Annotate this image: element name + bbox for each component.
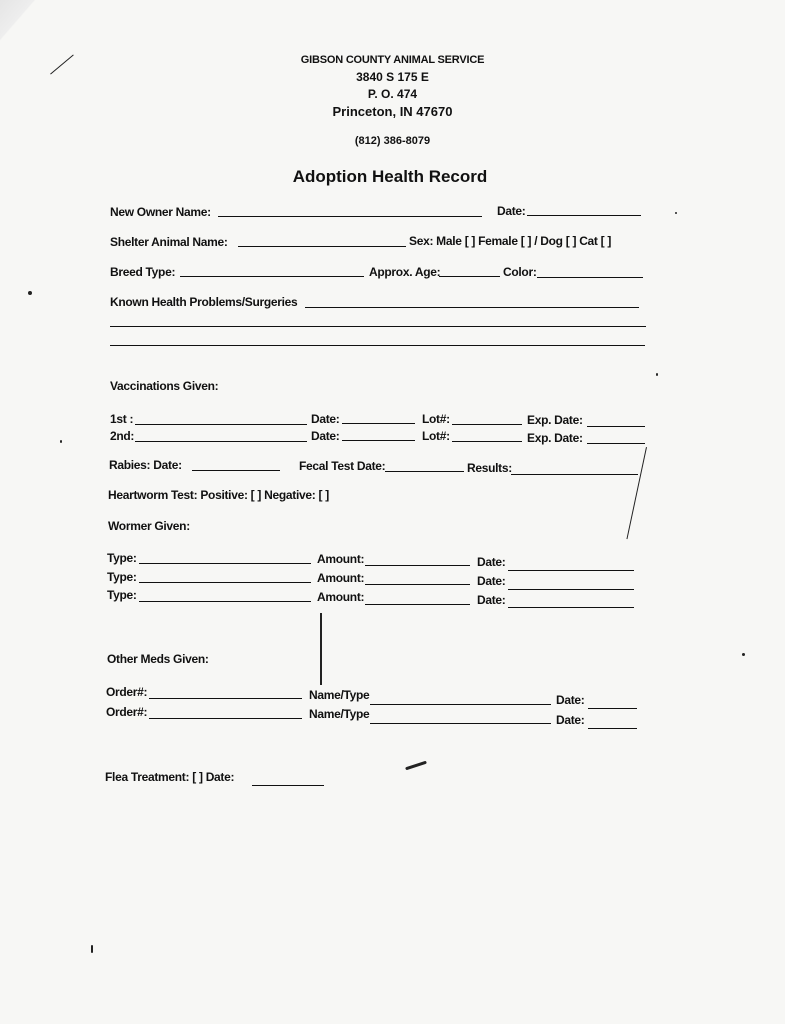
approx-age-label: Approx. Age: — [369, 265, 441, 279]
address-line-1: 3840 S 175 E — [356, 70, 429, 84]
other-meds-date-1-field[interactable] — [588, 708, 637, 709]
health-problems-line-1[interactable] — [305, 307, 639, 308]
other-meds-date-2-field[interactable] — [588, 728, 637, 729]
name-type-1-field[interactable] — [370, 704, 551, 705]
vaccination-1st-date-label: Date: — [311, 412, 340, 426]
vaccination-1st-lot-field[interactable] — [452, 424, 522, 425]
scan-artifact-vertical-line — [320, 613, 322, 685]
wormer-date-2-field[interactable] — [508, 589, 634, 590]
rabies-date-field[interactable] — [192, 470, 280, 471]
wormer-type-2-field[interactable] — [139, 582, 311, 583]
other-meds-date-1-label: Date: — [556, 693, 585, 707]
wormer-amount-3-field[interactable] — [365, 604, 470, 605]
breed-type-field[interactable] — [180, 276, 364, 277]
wormer-heading: Wormer Given: — [108, 519, 190, 533]
wormer-date-1-field[interactable] — [508, 570, 634, 571]
new-owner-name-field[interactable] — [218, 216, 482, 217]
vaccination-2nd-lot-field[interactable] — [452, 441, 522, 442]
vaccination-2nd-exp-field[interactable] — [587, 443, 645, 444]
scan-artifact-smudge — [405, 761, 427, 771]
shelter-animal-name-label: Shelter Animal Name: — [110, 235, 228, 249]
wormer-amount-2-field[interactable] — [365, 584, 470, 585]
vaccination-1st-date-field[interactable] — [342, 423, 415, 424]
vaccination-2nd-field[interactable] — [135, 441, 307, 442]
order-2-label: Order#: — [106, 705, 148, 719]
shelter-animal-name-field[interactable] — [238, 246, 406, 247]
wormer-type-2-label: Type: — [107, 570, 137, 584]
other-meds-heading: Other Meds Given: — [107, 652, 209, 666]
color-label: Color: — [503, 265, 537, 279]
wormer-date-2-label: Date: — [477, 574, 506, 588]
scan-artifact-slanted-line — [626, 447, 647, 539]
wormer-type-3-label: Type: — [107, 588, 137, 602]
wormer-date-3-field[interactable] — [508, 607, 634, 608]
name-type-2-label: Name/Type — [309, 707, 370, 721]
flea-treatment-label[interactable]: Flea Treatment: [ ] Date: — [105, 770, 235, 784]
results-label: Results: — [467, 461, 512, 475]
new-owner-name-label: New Owner Name: — [110, 205, 211, 219]
wormer-amount-2-label: Amount: — [317, 571, 365, 585]
health-problems-line-2[interactable] — [110, 326, 646, 327]
vaccination-1st-exp-field[interactable] — [587, 426, 645, 427]
wormer-type-1-label: Type: — [107, 551, 137, 565]
health-problems-line-3[interactable] — [110, 345, 645, 346]
vaccination-2nd-exp-label: Exp. Date: — [527, 431, 583, 445]
scan-speck — [656, 373, 658, 376]
fecal-test-date-field[interactable] — [385, 471, 464, 472]
vaccination-2nd-date-label: Date: — [311, 429, 340, 443]
scan-speck — [742, 653, 745, 656]
wormer-date-1-label: Date: — [477, 555, 506, 569]
results-field[interactable] — [511, 474, 638, 475]
vaccination-1st-lot-label: Lot#: — [422, 412, 450, 426]
rabies-date-label: Rabies: Date: — [109, 458, 182, 472]
scan-speck — [28, 291, 32, 295]
phone-number: (812) 386-8079 — [354, 135, 431, 147]
order-1-field[interactable] — [149, 698, 302, 699]
name-type-2-field[interactable] — [370, 723, 551, 724]
scan-speck — [60, 440, 62, 443]
name-type-1-label: Name/Type — [309, 688, 370, 702]
address-line-3: Princeton, IN 47670 — [332, 104, 453, 119]
vaccination-2nd-date-field[interactable] — [342, 440, 415, 441]
wormer-amount-1-label: Amount: — [317, 552, 365, 566]
order-2-field[interactable] — [149, 718, 302, 719]
approx-age-field[interactable] — [439, 276, 500, 277]
color-field[interactable] — [537, 277, 643, 278]
vaccination-2nd-lot-label: Lot#: — [422, 429, 450, 443]
known-health-problems-label: Known Health Problems/Surgeries — [110, 295, 298, 309]
vaccination-1st-field[interactable] — [135, 424, 307, 425]
order-1-label: Order#: — [106, 685, 148, 699]
vaccinations-heading: Vaccinations Given: — [110, 379, 219, 393]
folded-corner — [0, 0, 92, 58]
breed-type-label: Breed Type: — [110, 265, 176, 279]
other-meds-date-2-label: Date: — [556, 713, 585, 727]
vaccination-1st-label: 1st : — [110, 412, 134, 426]
scan-speck — [675, 212, 677, 214]
scan-speck — [91, 945, 93, 953]
wormer-type-3-field[interactable] — [139, 601, 311, 602]
wormer-amount-1-field[interactable] — [365, 565, 470, 566]
form-title: Adoption Health Record — [292, 167, 488, 186]
flea-treatment-date-field[interactable] — [252, 785, 324, 786]
owner-date-label: Date: — [497, 204, 526, 218]
fecal-test-date-label: Fecal Test Date: — [299, 459, 386, 473]
vaccination-1st-exp-label: Exp. Date: — [527, 413, 583, 427]
sex-species-checkboxes[interactable]: Sex: Male [ ] Female [ ] / Dog [ ] Cat [ ] — [409, 234, 612, 248]
heartworm-test-checkboxes[interactable]: Heartworm Test: Positive: [ ] Negative: [ ] — [108, 488, 329, 502]
org-name: GIBSON COUNTY ANIMAL SERVICE — [300, 54, 485, 66]
wormer-amount-3-label: Amount: — [317, 590, 365, 604]
address-line-2: P. O. 474 — [367, 87, 418, 101]
wormer-type-1-field[interactable] — [139, 563, 311, 564]
owner-date-field[interactable] — [527, 215, 641, 216]
vaccination-2nd-label: 2nd: — [110, 429, 135, 443]
wormer-date-3-label: Date: — [477, 593, 506, 607]
